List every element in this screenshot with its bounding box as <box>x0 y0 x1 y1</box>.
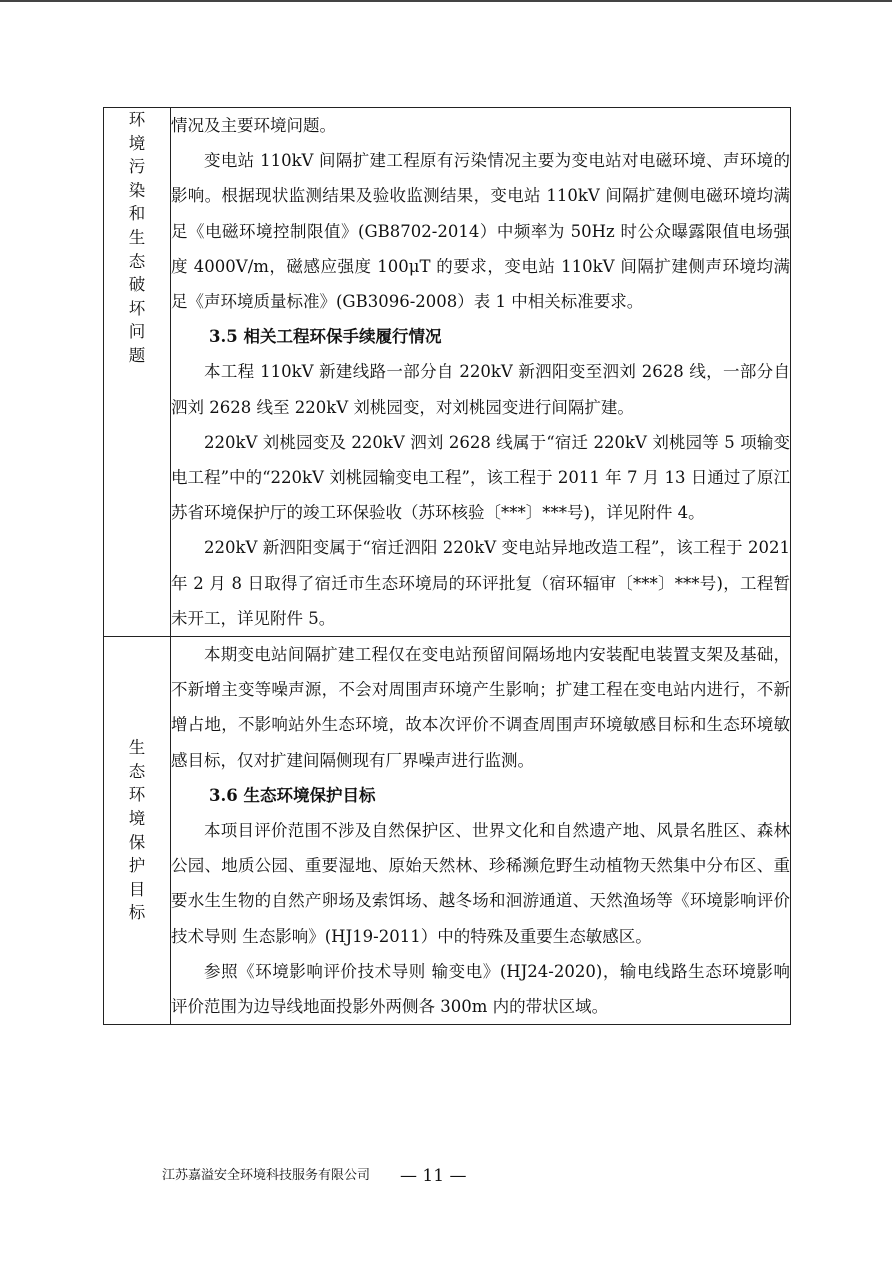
section-heading: 3.6 生态环境保护目标 <box>209 785 376 805</box>
table-row <box>104 637 791 1025</box>
row-label-ecology: 生态环境保护目标 <box>128 738 146 923</box>
document-table <box>103 107 791 1025</box>
paragraph: 情况及主要环境问题。 <box>171 116 336 135</box>
top-border-line <box>0 0 892 2</box>
footer-company: 江苏嘉溢安全环境科技服务有限公司 <box>162 1168 371 1183</box>
paragraph: 本工程 110kV 新建线路一部分自 220kV 新泗阳变至泗刘 2628 线，一部分自泗刘 2628 线至 220kV 刘桃园变，对刘桃园变进行间隔扩建。 <box>171 362 790 417</box>
paragraph: 本期变电站间隔扩建工程仅在变电站预留间隔场地内安装配电装置支架及基础，不新增主变等噪声源，不会对周围声环境产生影响；扩建工程在变电站内进行，不新增占地，不影响站外生态环境，故本次评价不调查周围声环境敏感目标和生态环境敏感目标，仅对扩建间隔侧现有厂界噪声进行监测。 <box>171 645 790 770</box>
row-label-cell <box>104 637 171 1025</box>
paragraph: 220kV 刘桃园变及 220kV 泗刘 2628 线属于“宿迁 220kV 刘桃园等 5 项输变电工程”中的“220kV 刘桃园输变电工程”，该工程于 2011 年 7 月 13 日通过了原江苏省环境保护厅的竣工环保验收（苏环核验〔***〕***号)，详见附件 4。 <box>171 432 790 523</box>
paragraph: 参照《环境影响评价技术导则 输变电》(HJ24-2020)，输电线路生态环境影响评价范围为边导线地面投影外两侧各 300m 内的带状区域。 <box>171 961 790 1017</box>
row-content-cell <box>171 108 791 637</box>
row-label-cell <box>104 108 171 637</box>
paragraph: 变电站 110kV 间隔扩建工程原有污染情况主要为变电站对电磁环境、声环境的影响。根据现状监测结果及验收监测结果，变电站 110kV 间隔扩建侧电磁环境均满足《电磁环境控制限值》(GB8702-2014）中频率为 50Hz 时公众曝露限值电场强度 4000V/m，磁感应强度 100μT 的要求，变电站 110kV 间隔扩建侧声环境均满足《声环境质量标准》(GB3096-2008）表 1 中相关标准要求。 <box>171 151 790 312</box>
paragraph: 本项目评价范围不涉及自然保护区、世界文化和自然遗产地、风景名胜区、森林公园、地质公园、重要湿地、原始天然林、珍稀濒危野生动植物天然集中分布区、重要水生生物的自然产卵场及索饵场、越冬场和洄游通道、天然渔场等《环境影响评价技术导则 生态影响》(HJ19-2011）中的特殊及重要生态敏感区。 <box>171 821 790 946</box>
table-row <box>104 108 791 637</box>
paragraph: 220kV 新泗阳变属于“宿迁泗阳 220kV 变电站异地改造工程”，该工程于 2021 年 2 月 8 日取得了宿迁市生态环境局的环评批复（宿环辐审〔***〕***号)，工程暂未开工，详见附件 5。 <box>171 538 790 628</box>
section-heading: 3.5 相关工程环保手续履行情况 <box>209 327 442 347</box>
row-content-cell <box>171 637 791 1025</box>
page-number: — 11 — <box>400 1166 467 1186</box>
row-label-pollution: 环境污染和生态破坏问题 <box>128 110 146 365</box>
